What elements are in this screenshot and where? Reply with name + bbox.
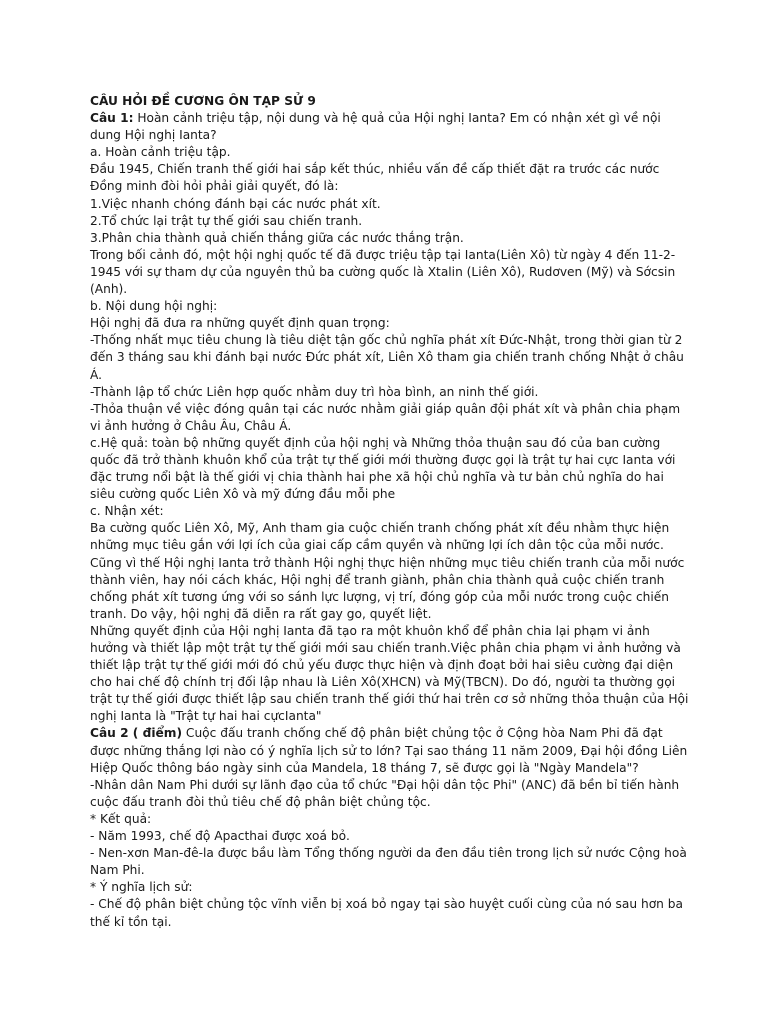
- question-2-label: Câu 2 ( điểm): [90, 726, 183, 741]
- section-b-list-item-2: -Thành lập tổ chức Liên hợp quốc nhằm duy trì hòa bình, an ninh thế giới.: [90, 384, 539, 399]
- question-2: [90, 725, 690, 776]
- question-1-text: Hoàn cảnh triệu tập, nội dung và hệ quả của Hội nghị Ianta? Em có nhận xét gì về nội dung Hội nghị Ianta?: [90, 111, 661, 143]
- section-a-list-item-1: 1.Việc nhanh chóng đánh bại các nước phát xít.: [90, 196, 381, 211]
- result-item-1: - Năm 1993, chế độ Apacthai được xoá bỏ.: [90, 829, 350, 844]
- question-1: [90, 110, 690, 144]
- section-a-list-item-3: 3.Phân chia thành quả chiến thắng giữa các nước thắng trận.: [90, 230, 464, 245]
- section-b-list-item-1: -Thống nhất mục tiêu chung là tiêu diệt tận gốc chủ nghĩa phát xít Đức-Nhật, trong thời gian từ 2 đến 3 tháng sau khi đánh bại nước Đức phát xít, Liên Xô tham gia chiến tranh chống Nhật ở châu Á.: [90, 333, 684, 382]
- significance-heading: * Ý nghĩa lịch sử:: [90, 880, 193, 895]
- section-b-paragraph-1: Hội nghị đã đưa ra những quyết định quan trọng:: [90, 316, 390, 331]
- section-c-heading: c. Nhận xét:: [90, 504, 164, 519]
- document-page: [90, 93, 690, 931]
- section-a-paragraph-1: Đầu 1945, Chiến tranh thế giới hai sắp kết thúc, nhiều vấn đề cấp thiết đặt ra trước các nước Đồng minh đòi hỏi phải giải quyết, đó là:: [90, 162, 660, 194]
- section-a-paragraph-2: Trong bối cảnh đó, một hội nghị quốc tế đã được triệu tập tại Ianta(Liên Xô) từ ngày 4 đến 11-2-1945 với sự tham dự của nguyên thủ ba cường quốc là Xtalin (Liên Xô), Rudơven (Mỹ) và Sớcsin (Anh).: [90, 247, 676, 297]
- section-c-paragraph-2: Những quyết định của Hội nghị Ianta đã tạo ra một khuôn khổ để phân chia lại phạm vi ảnh hưởng và thiết lập một trật tự thế giới mới sau chiến tranh.Việc phân chia phạm vi ảnh hưởng và thiết lập trật tự thế giới mới đó chủ yếu được thực hiện và định đoạt bởi hai siêu cường đại diện cho hai chế độ chính trị đối lập nhau là Liên Xô(XHCN) và Mỹ(TBCN). Do đó, người ta thường gọi trật tự thế giới được thiết lập sau chiến tranh thế giới thứ hai trên cơ sở những thỏa thuận của Hội nghị Ianta là "Trật tự hai hai cựcIanta": [90, 623, 689, 724]
- document-title: CÂU HỎI ĐỀ CƯƠNG ÔN TẠP SỬ 9: [90, 94, 316, 108]
- section-a-list-item-2: 2.Tổ chức lại trật tự thế giới sau chiến tranh.: [90, 213, 363, 228]
- question-2-text: Cuộc đấu tranh chống chế độ phân biệt chủng tộc ở Cộng hòa Nam Phi đã đạt được những thắng lợi nào có ý nghĩa lịch sử to lớn? Tại sao tháng 11 năm 2009, Đại hội đồng Liên Hiệp Quốc thông báo ngày sinh của Mandela, 18 tháng 7, sẽ được gọi là "Ngày Mandela"?: [90, 726, 688, 775]
- question-2-paragraph-1: -Nhân dân Nam Phi dưới sự lãnh đạo của tổ chức "Đại hội dân tộc Phi" (ANC) đã bền bỉ tiến hành cuộc đấu tranh đòi thủ tiêu chế độ phân biệt chủng tộc.: [90, 777, 680, 809]
- section-c-paragraph-1: Ba cường quốc Liên Xô, Mỹ, Anh tham gia cuộc chiến tranh chống phát xít đều nhằm thực hiện những mục tiêu gắn với lợi ích của giai cấp cầm quyền và những lợi ích dân tộc của mỗi nước. Cũng vì thế Hội nghị Ianta trở thành Hội nghị thực hiện những mục tiêu chiến tranh của mỗi nước thành viên, hay nói cách khác, Hội nghị để tranh giành, phân chia thành quả cuộc chiến tranh chống phát xít tương ứng với so sánh lực lượng, vị trí, đóng góp của mỗi nước trong cuộc chiến tranh. Do vậy, hội nghị đã diễn ra rất gay go, quyết liệt.: [90, 521, 685, 621]
- section-a-heading: a. Hoàn cảnh triệu tập.: [90, 145, 231, 160]
- result-item-2: - Nen-xơn Man-đê-la được bầu làm Tổng thống người da đen đầu tiên trong lịch sử nước Cộng hoà Nam Phi.: [90, 846, 687, 878]
- section-c-consequence: c.Hệ quả: toàn bộ những quyết định của hội nghị và Những thỏa thuận sau đó của ban cường quốc đã trở thành khuôn khổ của trật tự thế giới mới thường được gọi là trật tự hai cực Ianta với đặc trưng nổi bật là thế giới vị chia thành hai phe xã hội chủ nghĩa và tư bản chủ nghĩa do hai siêu cường quốc Liên Xô và mỹ đứng đầu mỗi phe: [90, 435, 676, 502]
- significance-item-1: - Chế độ phân biệt chủng tộc vĩnh viễn bị xoá bỏ ngay tại sào huyệt cuối cùng của nó sau hơn ba thế kỉ tồn tại.: [90, 897, 683, 929]
- question-1-label: Câu 1:: [90, 111, 134, 126]
- result-heading: * Kết quả:: [90, 811, 152, 826]
- section-b-heading: b. Nội dung hội nghị:: [90, 299, 218, 314]
- section-b-list-item-3: -Thỏa thuận về việc đóng quân tại các nước nhằm giải giáp quân đội phát xít và phân chia phạm vi ảnh hưởng ở Châu Âu, Châu Á.: [90, 401, 681, 433]
